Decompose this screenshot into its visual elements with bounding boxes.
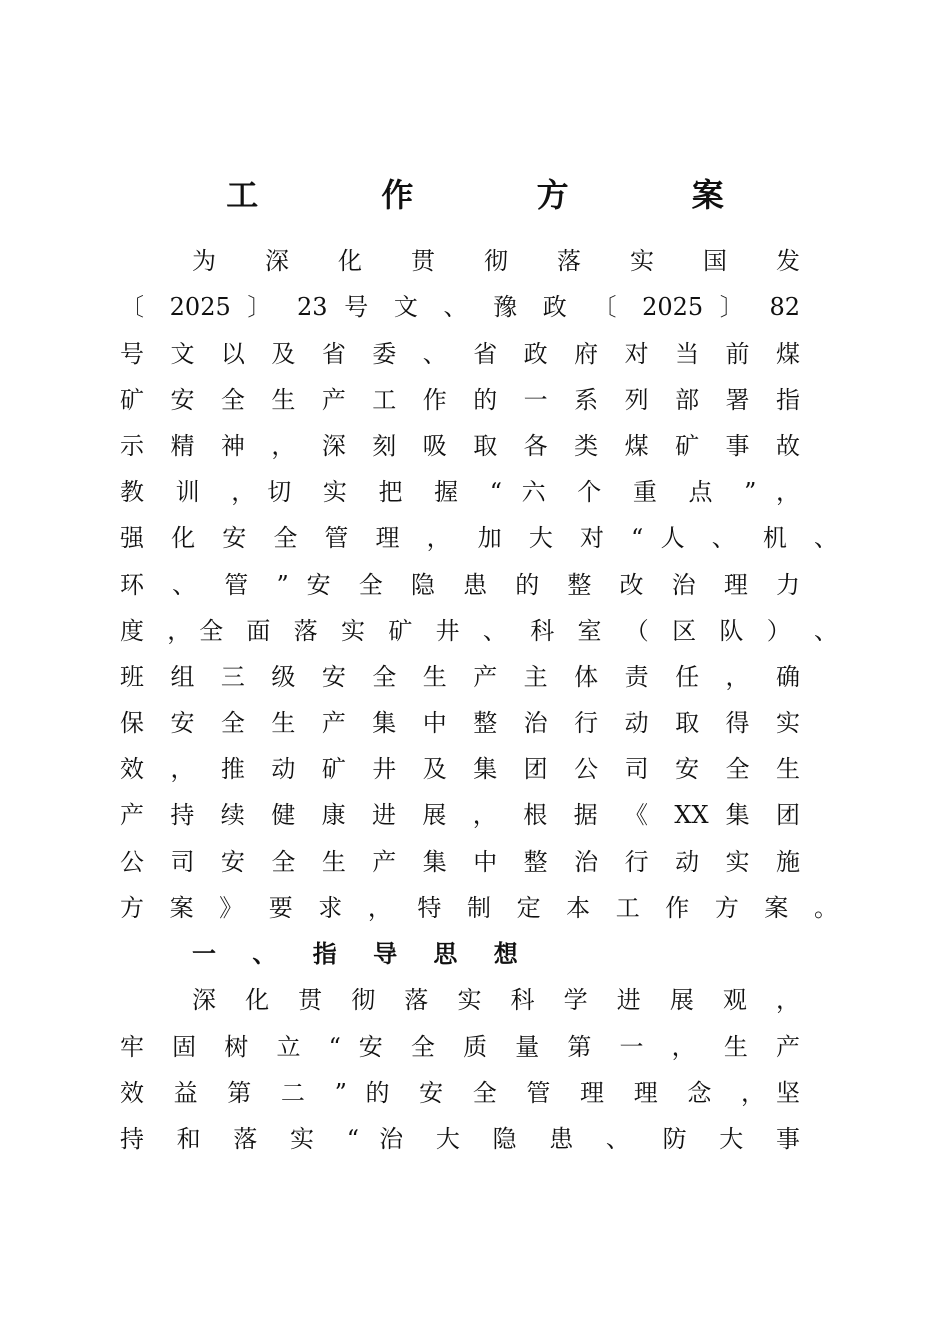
intro-line-13: 产 持 续 健 康 进 展 ， 根 据 《 XX 集 团 — [120, 801, 800, 829]
intro-line-14: 公 司 安 全 生 产 集 中 整 治 行 动 实 施 — [120, 848, 800, 876]
document-title: 工 作 方 案 — [226, 176, 780, 214]
intro-line-7: 强 化 安 全 管 理 ， 加 大 对 “ 人 、 机 、 — [120, 524, 838, 552]
intro-line-12: 效 ， 推 动 矿 井 及 集 团 公 司 安 全 生 — [120, 755, 800, 783]
intro-line-11: 保 安 全 生 产 集 中 整 治 行 动 取 得 实 — [120, 709, 800, 737]
intro-line-4: 矿 安 全 生 产 工 作 的 一 系 列 部 署 指 — [120, 386, 800, 414]
intro-line-8: 环 、 管 ” 安 全 隐 患 的 整 改 治 理 力 — [120, 571, 800, 599]
intro-line-10: 班 组 三 级 安 全 生 产 主 体 责 任 ， 确 — [120, 663, 800, 691]
intro-line-3: 号 文 以 及 省 委 、 省 政 府 对 当 前 煤 — [120, 340, 800, 368]
intro-line-2: 〔 2025 〕 23 号 文 、 豫 政 〔 2025 〕 82 — [120, 293, 800, 321]
intro-line-15: 方 案 》 要 求 ， 特 制 定 本 工 作 方 案 。 — [120, 894, 838, 922]
intro-line-5: 示 精 神 ， 深 刻 吸 取 各 类 煤 矿 事 故 — [120, 432, 800, 460]
intro-line-9: 度 ，全 面 落 实 矿 井 、 科 室 （ 区 队 ） 、 — [120, 617, 838, 645]
section-heading-1: 一 、 指 导 思 想 — [192, 940, 532, 968]
intro-line-1: 为 深 化 贯 彻 落 实 国 发 — [192, 247, 800, 275]
section1-line-3: 效 益 第 二 ” 的 安 全 管 理 理 念 ，坚 — [120, 1079, 800, 1107]
section1-line-1: 深 化 贯 彻 落 实 科 学 进 展 观 ， — [192, 986, 800, 1014]
section1-line-4: 持 和 落 实 “ 治 大 隐 患 、 防 大 事 — [120, 1125, 800, 1153]
section1-line-2: 牢 固 树 立 “ 安 全 质 量 第 一 ， 生 产 — [120, 1033, 800, 1061]
intro-line-6: 教 训 ，切 实 把 握 “ 六 个 重 点 ” ， — [120, 478, 800, 506]
